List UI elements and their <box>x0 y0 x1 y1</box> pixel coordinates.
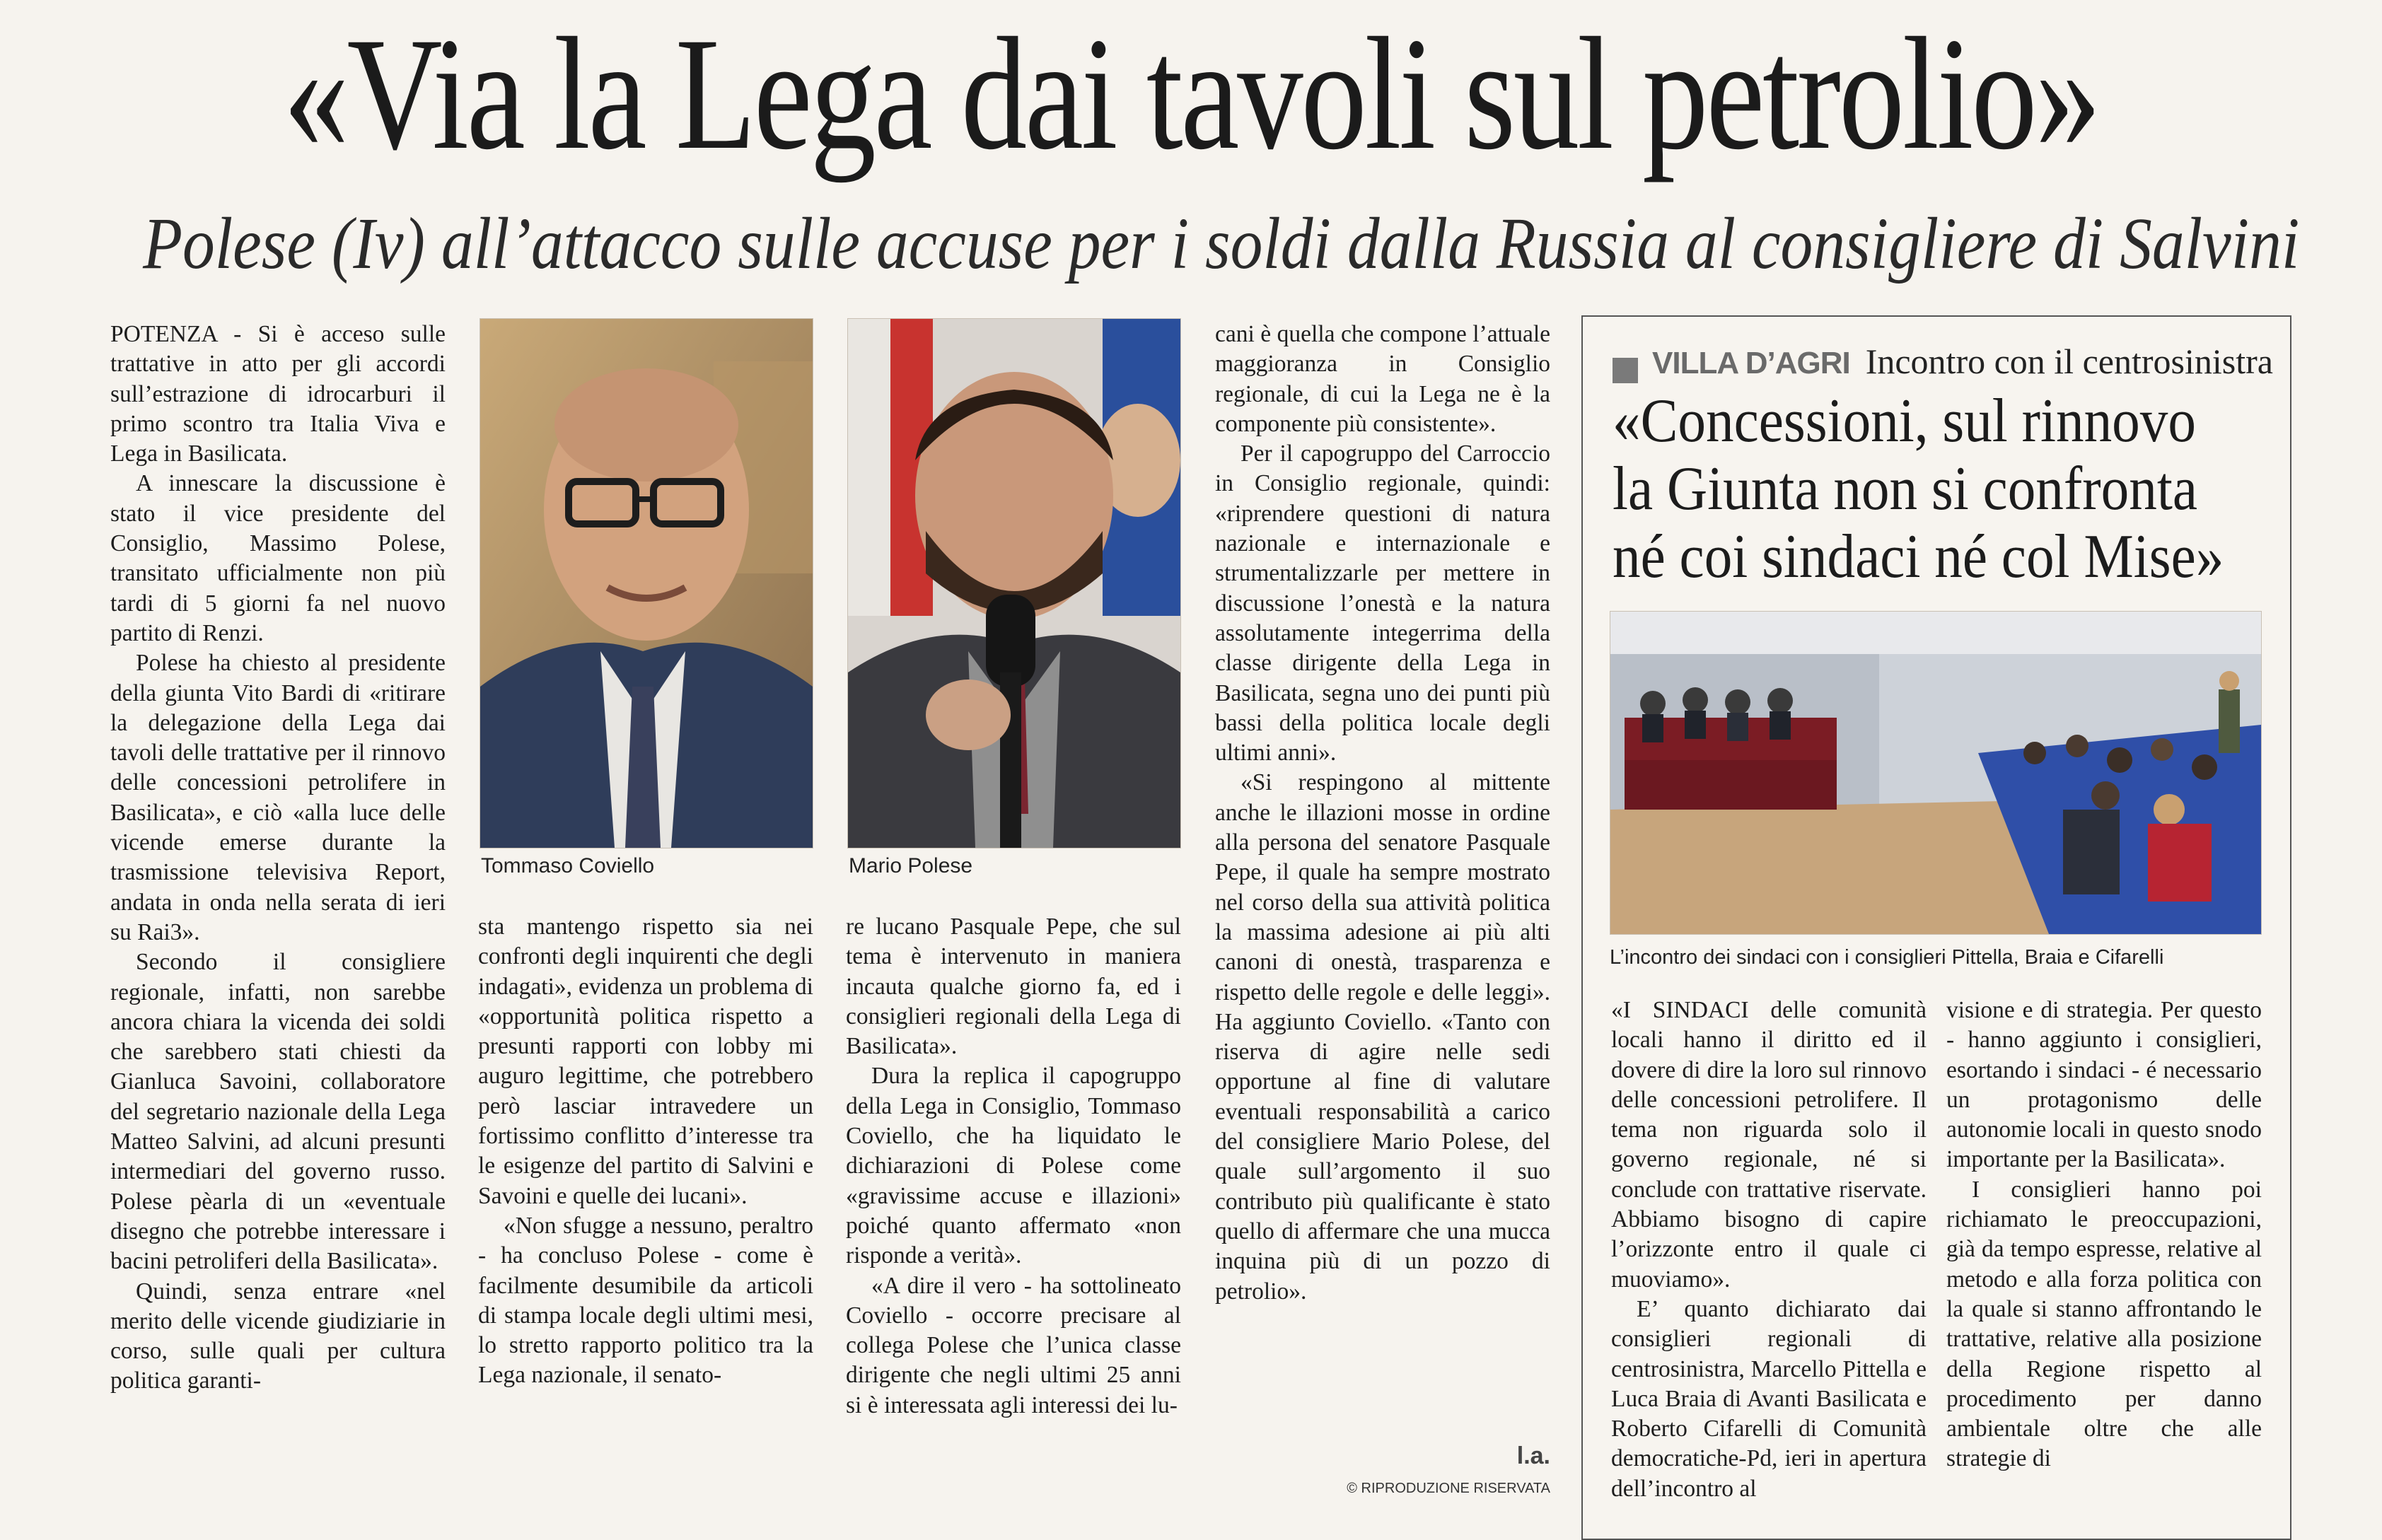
paragraph: cani è quella che compone l’attuale maggioranza in Consiglio regionale, di cui la Lega ne è la componente più consistente». <box>1215 321 1550 437</box>
photo-caption: Tommaso Coviello <box>481 854 655 877</box>
photo-caption: Mario Polese <box>849 854 973 877</box>
topic-label: Incontro con il centrosinistra <box>1865 342 2273 381</box>
paragraph: «I SINDACI delle comunità locali hanno il diritto ed il dovere di dire la loro sul rinnovo delle concessioni petrolifere. Il tema non riguarda solo il governo regionale, né si conclude con trattative riservate. Abbiamo bisogno di capire l’orizzonte entro il quale ci muoviamo». <box>1611 997 1927 1293</box>
portrait-image <box>480 319 813 848</box>
meeting-photo <box>1610 611 2262 935</box>
paragraph: E’ quanto dichiarato dai consiglieri regionali di centrosinistra, Marcello Pittella e Luca Braia di Avanti Basilicata e Roberto Cifarelli di Comunità democratiche-Pd, ieri in apertura dell’incontro al <box>1611 1295 1927 1502</box>
sidebar-title-line: né coi sindaci né col Mise» <box>1613 523 2224 591</box>
sidebar-title-line: la Giunta non si confronta <box>1613 455 2198 523</box>
paragraph: Polese ha chiesto al presidente della giunta Vito Bardi di «ritirare la delegazione della Lega dai tavoli delle trattative per il rinnovo delle concessioni petrolifere in Basilicata», e ciò «alla luce delle vicende emerse durante la trasmissione televisiva Report, andata in onda nella serata di ieri su Rai3». <box>110 650 446 945</box>
paragraph: Dura la replica il capogruppo della Lega in Consiglio, Tommaso Coviello, che ha liquidato le dichiarazioni di Polese come «gravissime accuse e illazioni» poiché quanto affermato «non risponde a verità». <box>846 1063 1181 1269</box>
paragraph: «A dire il vero - ha sottolineato Coviello - occorre precisare al collega Polese che l’unica classe dirigente che negli ultimi 25 anni si è interessata agli interessi dei lu- <box>846 1272 1181 1418</box>
copyright-notice: © RIPRODUZIONE RISERVATA <box>1347 1481 1550 1496</box>
author-signature: l.a. <box>1516 1442 1550 1469</box>
location-label: VILLA D’AGRI <box>1652 346 1850 380</box>
article-column-3 <box>846 912 1181 1513</box>
sidebar-title-line: «Concessioni, sul rinnovo <box>1613 387 2196 455</box>
subheadline: Polese (Iv) all’attacco sulle accuse per i soldi dalla Russia al consigliere di Salvini <box>143 203 2300 284</box>
meeting-photo-caption: L’incontro dei sindaci con i consiglieri Pittella, Braia e Cifarelli <box>1610 946 2164 969</box>
sidebar-title <box>1613 387 2291 591</box>
headline: «Via la Lega dai tavoli sul petrolio» <box>283 5 2099 183</box>
square-bullet-icon <box>1613 358 1638 383</box>
portrait-image <box>848 319 1180 848</box>
paragraph: re lucano Pasquale Pepe, che sul tema è intervenuto in maniera incauta qualche giorno fa, ed i consiglieri regionali della Lega di Basilicata». <box>846 914 1181 1060</box>
paragraph: Per il capogruppo del Carroccio in Consiglio regionale, quindi: «riprendere questioni di natura nazionale e internazionale e strumentalizzarle per mettere in discussione l’onestà e la natura assolutamente integerrima della classe dirigente della Lega in Basilicata, segna uno dei punti più bassi della politica locale degli ultimi anni». <box>1215 441 1550 766</box>
paragraph: «Si respingono al mittente anche le illazioni mosse in ordine alla persona del senatore Pasquale Pepe, il quale ha sempre mostrato nel corso della sua attività politica la massima adesione ai più alti canoni di onestà, trasparenza e rispetto delle regole e delle leggi». Ha aggiunto Coviello. «Tanto con riserva di agire nelle sedi opportune al fine di valutare eventuali responsabilità a carico del consigliere Mario Polese, del quale sull’argomento il suo contributo più qualificante è stato quello di affermare che una mucca inquina più di un pozzo di petrolio». <box>1215 769 1550 1305</box>
article-column-2 <box>478 912 813 1513</box>
article-column-4 <box>1215 320 1550 1437</box>
sidebar-kicker <box>1613 341 2273 383</box>
paragraph: visione e di strategia. Per questo - hanno aggiunto i consiglieri, esortando i sindaci - é necessario un protagonismo delle autonomie locali in questo snodo importante per la Basilicata». <box>1946 997 2262 1173</box>
paragraph: sta mantengo rispetto sia nei confronti degli inquirenti che degli indagati», evidenza un problema di «opportunità politica rispetto a presunti rapporti con lobby mi auguro legittime, che potrebbero però lasciar intravedere un fortissimo conflitto d’interesse tra le esigenze del partito di Salvini e Savoini e quelle dei lucani». <box>478 914 813 1209</box>
article-column-1 <box>110 320 446 1515</box>
paragraph: A innescare la discussione è stato il vice presidente del Consiglio, Massimo Polese, transitato ufficialmente non più tardi di 5 giorni fa nel nuovo partito di Renzi. <box>110 470 446 646</box>
paragraph: Secondo il consigliere regionale, infatti, non sarebbe ancora chiara la vicenda dei soldi che sarebbero stati chiesti da Gianluca Savoini, collaboratore del segretario nazionale della Lega Matteo Salvini, ad alcuni presunti intermediari del governo russo. Polese pèarla di un «eventuale disegno che potrebbe interessare i bacini petroliferi della Basilicata». <box>110 949 446 1275</box>
paragraph: «Non sfugge a nessuno, peraltro - ha concluso Polese - come è facilmente desumibile da articoli di stampa locale degli ultimi mesi, lo stretto rapporto politico tra la Lega nazionale, il senato- <box>478 1212 813 1389</box>
sidebar-article <box>1581 315 2291 1540</box>
photo-mario-polese <box>847 318 1181 848</box>
paragraph: Quindi, senza entrare «nel merito delle vicende giudiziarie in corso, sulle quali per cultura politica garanti- <box>110 1278 446 1394</box>
paragraph: POTENZA - Si è acceso sulle trattative in atto per gli accordi sull’estrazione di idrocarburi il primo scontro tra Italia Viva e Lega in Basilicata. <box>110 321 446 467</box>
meeting-image <box>1610 612 2261 934</box>
sidebar-column-right <box>1946 996 2262 1540</box>
sidebar-column-left <box>1611 996 1927 1540</box>
paragraph: I consiglieri hanno poi richiamato le preoccupazioni, già da tempo espresse, relative al metodo e alla forza politica con la quale si stanno affrontando le trattative, relative alla posizione della Regione rispetto al procedimento per danno ambientale oltre che alle strategie di <box>1946 1176 2262 1472</box>
photo-tommaso-coviello <box>480 318 813 848</box>
